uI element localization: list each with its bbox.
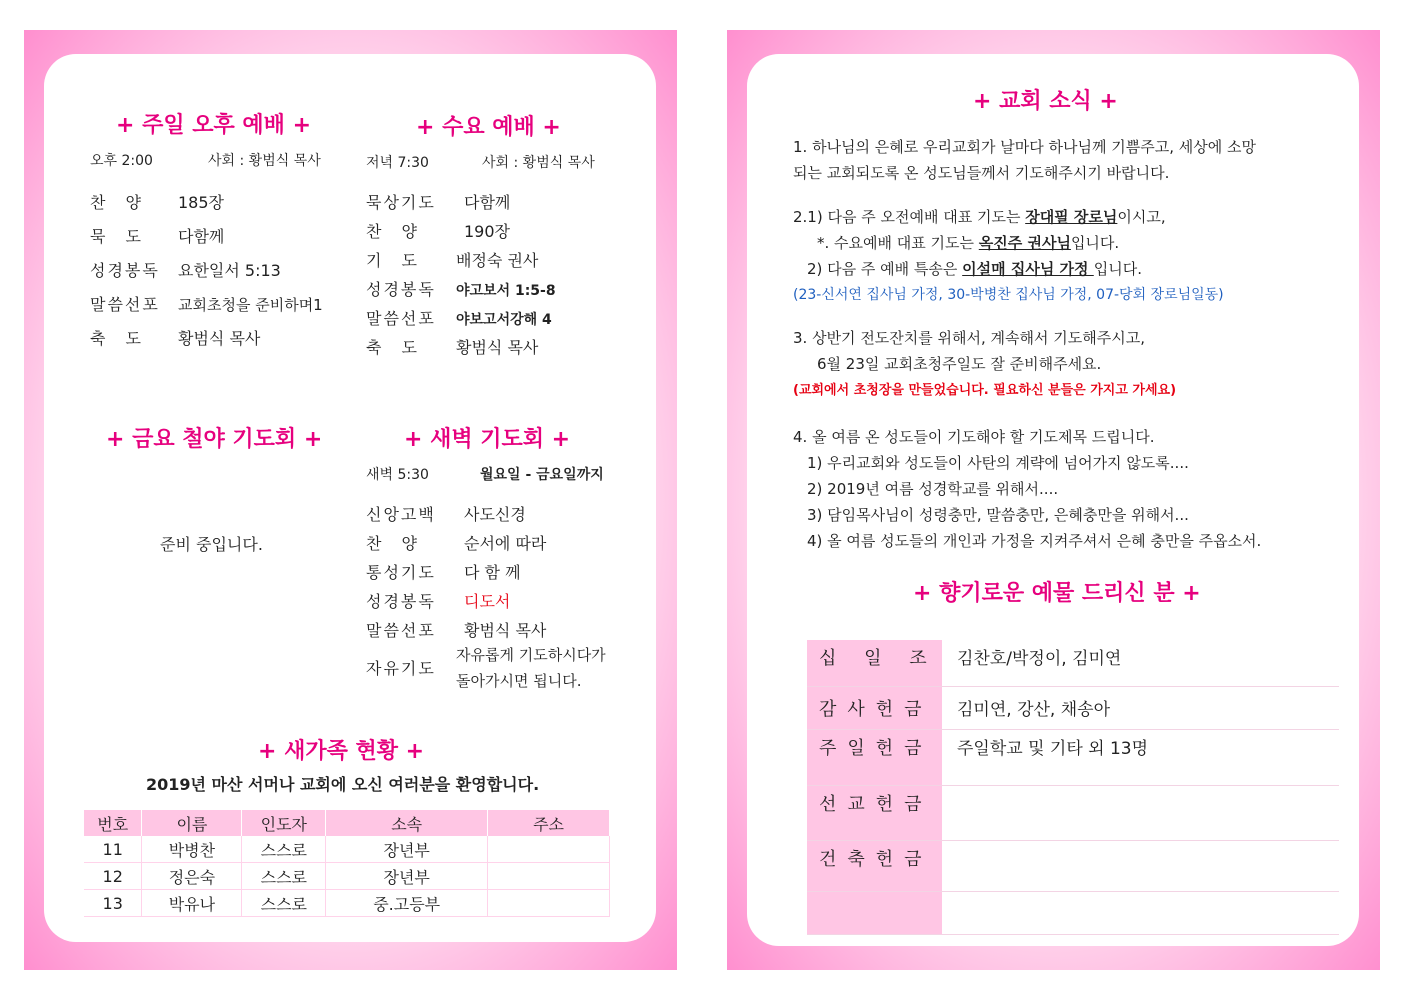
prayer-leader-name: 장대필 장로님 <box>1025 208 1118 226</box>
dawn-days: 월요일 - 금요일까지 <box>480 467 604 483</box>
offering-row <box>807 730 1339 786</box>
order-label: 신앙고백 <box>366 505 436 524</box>
table-row <box>84 836 610 863</box>
order-value: 배정숙 권사 <box>456 251 539 270</box>
special-song-name: 이설매 집사님 가정 <box>962 260 1094 278</box>
table-cell <box>488 890 610 917</box>
table-cell: 스스로 <box>242 890 326 917</box>
offering-row <box>807 841 1339 892</box>
order-label: 말씀선포 <box>366 621 436 640</box>
sunday-pm-time: 오후 2:00 <box>90 153 153 169</box>
order-item <box>90 326 260 349</box>
offering-value: 주일학교 및 기타 외 13명 <box>957 739 1149 759</box>
news-2b <box>817 232 1119 253</box>
offering-row <box>807 687 1339 730</box>
order-label: 찬 양 <box>90 193 143 212</box>
order-item <box>90 258 281 281</box>
news-text: 입니다. <box>1070 234 1120 252</box>
order-value: 순서에 따라 <box>464 534 547 553</box>
prayer-item: 3) 담임목사님이 성령충만, 말씀충만, 은혜충만을 위해서... <box>807 506 1189 524</box>
order-item <box>366 306 552 329</box>
news-3c: (교회에서 초청장을 만들었습니다. 필요하신 분들은 가지고 가세요) <box>793 383 1177 398</box>
table-cell: 스스로 <box>242 836 326 863</box>
news-3b: 6월 23일 교회초청주일도 잘 준비해주세요. <box>817 355 1102 373</box>
offering-label: 십 일 조 <box>807 640 942 686</box>
order-item <box>90 292 323 315</box>
offering-label <box>807 892 942 934</box>
order-value: 황범식 목사 <box>464 621 547 640</box>
table-cell <box>488 836 610 863</box>
order-value: 황범식 목사 <box>178 329 261 348</box>
offering-label: 선교헌금 <box>807 786 942 840</box>
offering-label: 건축헌금 <box>807 841 942 891</box>
order-label: 자유기도 <box>366 659 436 678</box>
prayer-item: 4) 올 여름 성도들의 개인과 가정을 지켜주셔서 은혜 충만을 주옵소서. <box>807 532 1262 550</box>
order-value: 디도서 <box>464 592 511 611</box>
order-label: 말씀선포 <box>366 309 436 328</box>
header-cell: 이름 <box>142 810 242 836</box>
table-row <box>84 890 610 917</box>
order-value-line2: 돌아가시면 됩니다. <box>456 672 582 690</box>
news-2d: (23-신서연 집사님 가정, 30-박병찬 집사님 가정, 07-당회 장로님일동) <box>793 287 1224 303</box>
news-3a: 3. 상반기 전도잔치를 위해서, 계속해서 기도해주시고, <box>793 329 1145 347</box>
offering-value: 김미연, 강산, 채송아 <box>957 700 1110 720</box>
table-cell: 장년부 <box>326 863 488 890</box>
right-card <box>747 54 1359 946</box>
news-text: 이시고, <box>1117 208 1166 226</box>
order-value: 사도신경 <box>464 505 526 524</box>
newfamily-title: + 새가족 현황 + <box>258 739 425 764</box>
order-label: 축 도 <box>366 338 419 357</box>
order-value: 자유롭게 기도하시다가 <box>456 646 606 664</box>
news-4: 4. 올 여름 온 성도들이 기도해야 할 기도제목 드립니다. <box>793 428 1155 446</box>
offering-value: 김찬호/박정이, 김미연 <box>957 649 1122 669</box>
left-page <box>24 30 677 970</box>
order-item <box>90 190 224 213</box>
header-cell: 소속 <box>326 810 488 836</box>
order-label: 성경봉독 <box>90 261 160 280</box>
news-text: 입니다. <box>1093 260 1143 278</box>
order-label: 기 도 <box>366 251 419 270</box>
order-label: 찬 양 <box>366 534 419 553</box>
order-item <box>366 277 556 300</box>
offering-table <box>807 640 1339 935</box>
offering-title: + 향기로운 예물 드리신 분 + <box>913 581 1201 606</box>
offering-label: 감사헌금 <box>807 687 942 729</box>
order-item <box>366 531 546 554</box>
offering-row <box>807 786 1339 841</box>
friday-title: + 금요 철야 기도회 + <box>106 427 323 452</box>
order-item <box>366 589 510 612</box>
order-label: 통성기도 <box>366 563 436 582</box>
order-item <box>366 618 546 641</box>
news-text: *. 수요예배 대표 기도는 <box>817 234 979 252</box>
order-value: 185장 <box>178 193 224 212</box>
dawn-title: + 새벽 기도회 + <box>404 427 571 452</box>
table-cell: 12 <box>84 863 142 890</box>
wednesday-title: + 수요 예배 + <box>416 115 561 140</box>
news-1a: 1. 하나님의 은혜로 우리교회가 날마다 하나님께 기쁨주고, 세상에 소망 <box>793 138 1256 156</box>
order-value: 다함께 <box>464 193 511 212</box>
table-cell <box>488 863 610 890</box>
order-value: 교회초청을 준비하며1 <box>178 296 323 314</box>
offering-label: 주일헌금 <box>807 730 942 785</box>
news-2c <box>807 258 1142 279</box>
order-label: 축 도 <box>90 329 143 348</box>
table-cell: 11 <box>84 836 142 863</box>
prayer-leader-name: 옥진주 권사님 <box>978 234 1071 252</box>
header-cell: 번호 <box>84 810 142 836</box>
sunday-pm-leader: 사회 : 황범식 목사 <box>208 153 321 169</box>
order-item <box>366 335 538 358</box>
wednesday-leader: 사회 : 황범식 목사 <box>482 155 595 171</box>
order-value: 야보고서강해 4 <box>456 312 552 328</box>
order-item <box>90 224 224 247</box>
news-title: + 교회 소식 + <box>973 89 1118 114</box>
table-cell: 중.고등부 <box>326 890 488 917</box>
order-value: 야고보서 1:5-8 <box>456 283 556 299</box>
order-label: 성경봉독 <box>366 592 436 611</box>
order-value: 요한일서 5:13 <box>178 261 281 280</box>
header-cell: 인도자 <box>242 810 326 836</box>
table-cell: 정은숙 <box>142 863 242 890</box>
order-value: 다함께 <box>178 227 225 246</box>
header-cell: 주소 <box>488 810 610 836</box>
newfamily-welcome: 2019년 마산 서머나 교회에 오신 여러분을 환영합니다. <box>146 775 540 794</box>
order-item <box>366 248 538 271</box>
order-value: 190장 <box>464 222 510 241</box>
order-value: 다 함 께 <box>464 563 521 582</box>
left-card <box>44 54 656 942</box>
order-item <box>366 656 456 679</box>
table-cell: 스스로 <box>242 863 326 890</box>
news-text: 2) 다음 주 예배 특송은 <box>807 260 963 278</box>
news-text: 2.1) 다음 주 오전예배 대표 기도는 <box>793 208 1026 226</box>
order-item <box>366 502 526 525</box>
order-value: 황범식 목사 <box>456 338 539 357</box>
table-header <box>84 810 610 836</box>
order-label: 찬 양 <box>366 222 419 241</box>
table-cell: 박유나 <box>142 890 242 917</box>
offering-row <box>807 640 1339 687</box>
table-cell: 13 <box>84 890 142 917</box>
prayer-item: 1) 우리교회와 성도들이 사탄의 계략에 넘어가지 않도록.... <box>807 454 1189 472</box>
right-page <box>727 30 1380 970</box>
table-cell: 장년부 <box>326 836 488 863</box>
order-label: 말씀선포 <box>90 295 160 314</box>
news-2a <box>793 206 1166 227</box>
order-item <box>366 190 510 213</box>
table-cell: 박병찬 <box>142 836 242 863</box>
table-row <box>84 863 610 890</box>
dawn-time: 새벽 5:30 <box>366 467 429 483</box>
order-item <box>366 219 510 242</box>
wednesday-time: 저녁 7:30 <box>366 155 429 171</box>
newfamily-table <box>84 810 610 917</box>
order-label: 묵 도 <box>90 227 143 246</box>
sunday-pm-title: + 주일 오후 예배 + <box>116 113 312 138</box>
friday-note: 준비 중입니다. <box>160 535 263 554</box>
news-1b: 되는 교회되도록 온 성도님들께서 기도해주시기 바랍니다. <box>793 164 1170 182</box>
order-item <box>366 560 521 583</box>
order-label: 성경봉독 <box>366 280 436 299</box>
order-label: 묵상기도 <box>366 193 436 212</box>
offering-row <box>807 892 1339 935</box>
prayer-item: 2) 2019년 여름 성경학교를 위해서.... <box>807 480 1059 498</box>
